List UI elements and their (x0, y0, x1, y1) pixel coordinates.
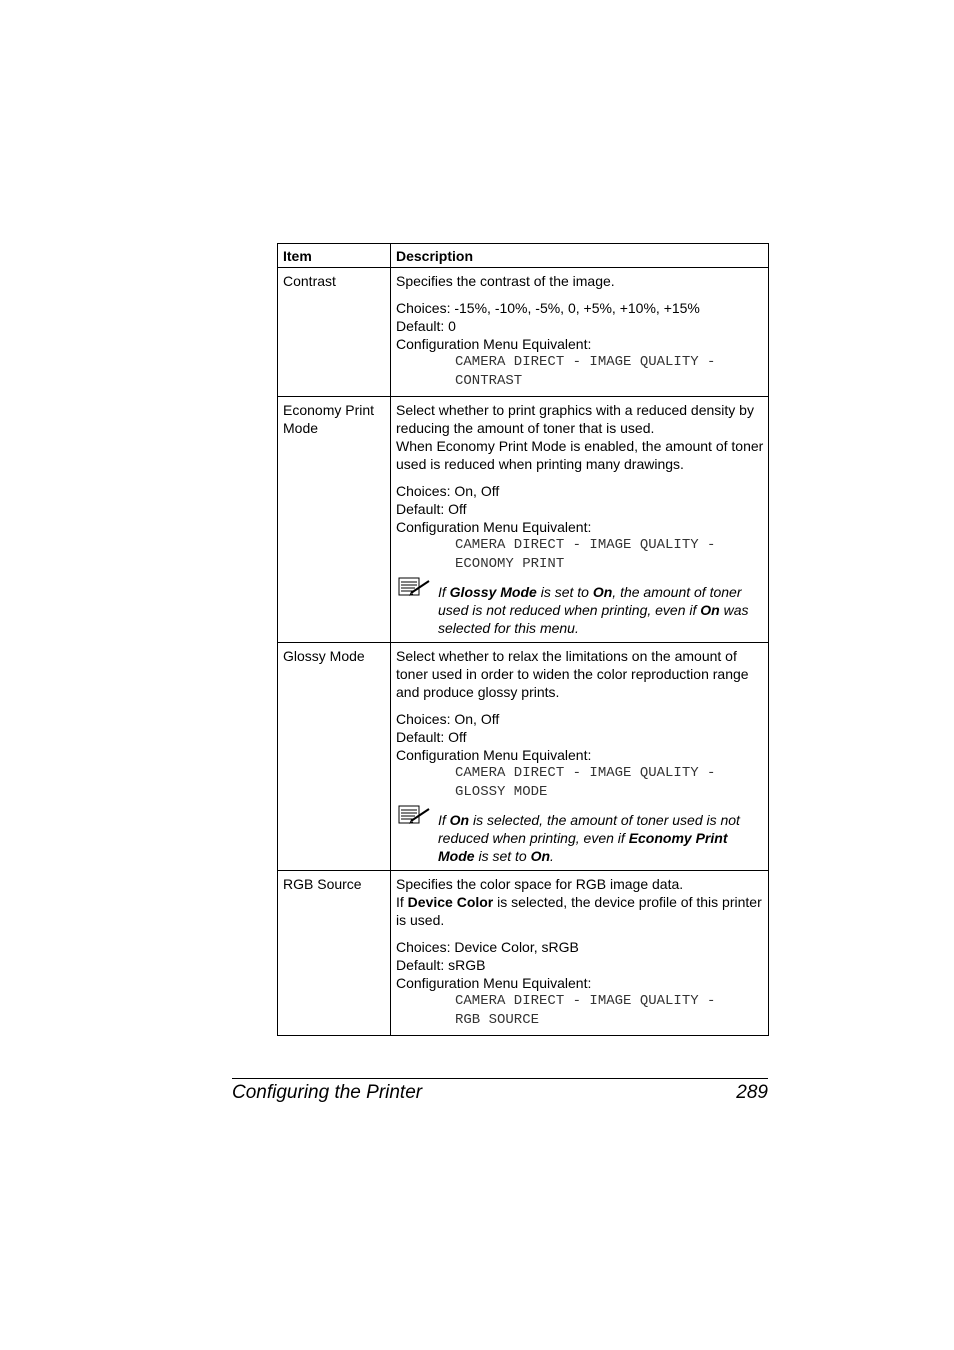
page-number: 289 (736, 1082, 768, 1103)
note-bold-text: Glossy Mode (449, 584, 537, 600)
note-block (396, 811, 764, 865)
note-bold-text: On (700, 602, 720, 618)
config-label: Configuration Menu Equivalent: (396, 747, 592, 763)
config-label: Configuration Menu Equivalent: (396, 336, 592, 352)
description-cell (391, 397, 769, 643)
menu-path-line: RGB SOURCE (455, 1012, 540, 1028)
table-header-row (278, 244, 769, 268)
note-text: If (438, 812, 450, 828)
note-bold-text: On (592, 584, 613, 600)
footer-chapter-title: Configuring the Printer (232, 1082, 423, 1103)
description-text: Select whether to print graphics with a reduced density by reducing the amount of toner that is used. (396, 402, 754, 436)
note-pad-pencil-icon (398, 805, 432, 827)
note-text: . (550, 848, 554, 864)
description-text: Specifies the contrast of the image. (396, 273, 615, 289)
choices-text: Choices: On, Off (396, 483, 500, 499)
footer-divider (232, 1078, 768, 1079)
description-cell (391, 643, 769, 871)
config-label: Configuration Menu Equivalent: (396, 519, 592, 535)
note-bold-text: Economy Print Mode (438, 830, 728, 864)
item-cell: RGB Source (278, 871, 391, 1036)
note-text: If (438, 584, 450, 600)
column-header-description: Description (391, 244, 769, 268)
default-text: Default: Off (396, 501, 467, 517)
choices-text: Choices: -15%, -10%, -5%, 0, +5%, +10%, +15% (396, 300, 700, 316)
item-cell: Economy Print Mode (278, 397, 391, 643)
default-text: Default: 0 (396, 318, 456, 334)
menu-path-line: CAMERA DIRECT - IMAGE QUALITY - (455, 993, 716, 1009)
note-pad-pencil-icon (398, 577, 432, 599)
table-row (278, 871, 769, 1036)
note-text: is set to (536, 584, 593, 600)
column-header-item: Item (278, 244, 391, 268)
description-text: Select whether to relax the limitations on the amount of toner used in order to widen the color reproduction range and produce glossy prints. (396, 648, 749, 700)
description-text-part: is selected, the device profile of this printer is used. (396, 894, 762, 928)
note-text: , the amount of toner used is not reduced when printing, even if (438, 584, 742, 618)
menu-path-line: ECONOMY PRINT (455, 556, 565, 572)
choices-text: Choices: Device Color, sRGB (396, 939, 579, 955)
description-text: When Economy Print Mode is enabled, the amount of toner used is reduced when printing many drawings. (396, 438, 764, 472)
note-text: is selected, the amount of toner used is not reduced when printing, even if (438, 812, 740, 846)
note-bold-text: On (449, 812, 470, 828)
default-text: Default: Off (396, 729, 467, 745)
menu-path-line: GLOSSY MODE (455, 784, 548, 800)
description-text (396, 893, 764, 929)
settings-table (277, 243, 769, 1036)
description-text-part: If (396, 894, 408, 910)
description-cell (391, 268, 769, 397)
table-row (278, 643, 769, 871)
description-cell (391, 871, 769, 1036)
table-row (278, 397, 769, 643)
choices-text: Choices: On, Off (396, 711, 500, 727)
menu-path-line: CAMERA DIRECT - IMAGE QUALITY - (455, 537, 716, 553)
menu-path-line: CAMERA DIRECT - IMAGE QUALITY - (455, 765, 716, 781)
default-text: Default: sRGB (396, 957, 486, 973)
note-text: is set to (474, 848, 531, 864)
menu-path-line: CAMERA DIRECT - IMAGE QUALITY - (455, 354, 716, 370)
note-text: was selected for this menu. (438, 602, 749, 636)
table-row (278, 268, 769, 397)
description-bold-text: Device Color (407, 894, 494, 910)
menu-path-line: CONTRAST (455, 373, 523, 389)
item-cell: Contrast (278, 268, 391, 397)
description-text: Specifies the color space for RGB image data. (396, 876, 684, 892)
config-label: Configuration Menu Equivalent: (396, 975, 592, 991)
note-bold-text: On (530, 848, 551, 864)
item-cell: Glossy Mode (278, 643, 391, 871)
note-block (396, 583, 764, 637)
